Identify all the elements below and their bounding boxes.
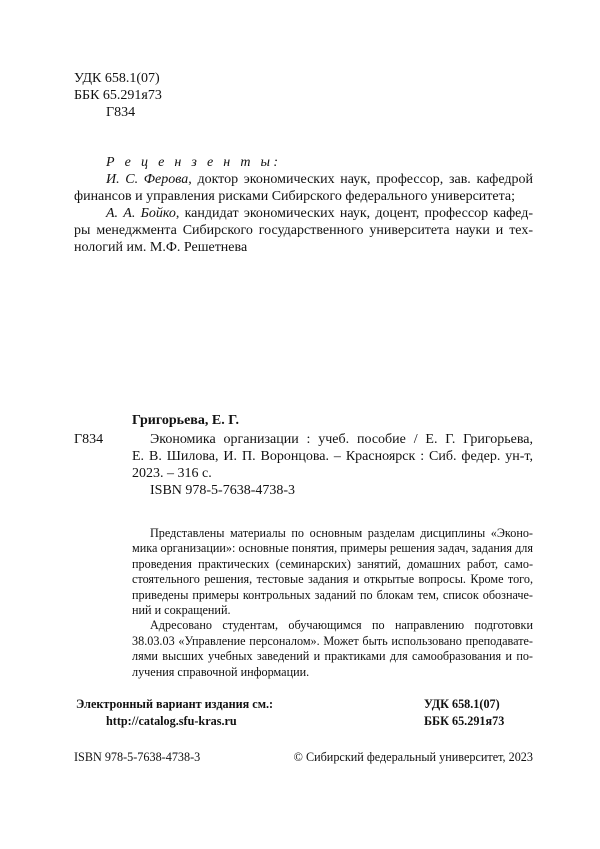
catalog-description bbox=[132, 431, 533, 499]
annotation-p1-line: мика организации»: основные понятия, примеры решения задач, задания для bbox=[132, 541, 533, 556]
annotation-p1-line: ний и сокращений. bbox=[132, 603, 231, 618]
catalog-line-3: 2023. – 316 с. bbox=[132, 466, 212, 481]
catalog-author-heading: Григорьева, Е. Г. bbox=[132, 413, 240, 428]
bbk-code: ББК 65.291я73 bbox=[74, 88, 162, 103]
annotation-p2-line: Адресовано студентам, обучающимся по направлению подготовки bbox=[150, 618, 533, 633]
copyright-notice: © Сибирский федеральный университет, 2023 bbox=[293, 750, 533, 764]
footer-bbk-code: ББК 65.291я73 bbox=[424, 714, 505, 728]
udk-code: УДК 658.1(07) bbox=[74, 71, 160, 86]
footer-udk-code: УДК 658.1(07) bbox=[424, 697, 500, 711]
reviewer-1-line-1 bbox=[74, 171, 533, 188]
reviewer-2-name: А. А. Бойко bbox=[106, 206, 176, 221]
annotation-p1-line: стоятельного решения, тестовые задания и открытые вопросы. Кроме того, bbox=[132, 572, 533, 587]
reviewer-2-line-3: нологий им. М.Ф. Решетнева bbox=[74, 240, 248, 255]
catalog-isbn: ISBN 978-5-7638-4738-3 bbox=[150, 483, 296, 498]
annotation-paragraph-2 bbox=[132, 618, 533, 680]
catalog-line-2: Е. В. Шилова, И. П. Воронцова. – Красноярск : Сиб. федер. ун-т, bbox=[132, 449, 533, 464]
reviewer-1-line-2: финансов и управления рисками Сибирского федерального университета; bbox=[74, 189, 516, 204]
reviewer-1 bbox=[74, 171, 533, 205]
reviewers-heading: Р е ц е н з е н т ы: bbox=[106, 155, 282, 170]
author-mark: Г834 bbox=[106, 105, 136, 120]
annotation-paragraph-1 bbox=[132, 526, 533, 618]
catalog-author-mark: Г834 bbox=[74, 432, 104, 447]
footer-isbn: ISBN 978-5-7638-4738-3 bbox=[74, 750, 201, 764]
annotation-p1-line: Представлены материалы по основным разделам дисциплины «Эконо- bbox=[150, 526, 533, 540]
reviewer-2-title: , кандидат экономических наук, доцент, профессор кафед- bbox=[175, 206, 533, 221]
annotation-p2-line: 38.03.03 «Управление персоналом». Может быть использовано преподавате- bbox=[132, 633, 533, 648]
reviewer-1-name: И. С. Ферова bbox=[106, 172, 189, 187]
annotation bbox=[132, 526, 533, 680]
reviewer-2-line-2: ры менеджмента Сибирского государственного университета науки и тех- bbox=[74, 223, 533, 238]
catalog-line-1: Экономика организации : учеб. пособие / Е. Г. Григорьева, bbox=[150, 432, 533, 447]
reviewer-2 bbox=[74, 205, 533, 256]
reviewer-1-title: , доктор экономических наук, профессор, зав. кафедрой bbox=[188, 172, 534, 187]
annotation-p2-line: лями высших учебных заведений и практиками для самообразования и по- bbox=[132, 649, 533, 664]
annotation-p1-line: приведены примеры контрольных заданий по блокам тем, список обозначе- bbox=[132, 587, 533, 602]
electronic-version-label: Электронный вариант издания см.: bbox=[76, 697, 274, 711]
annotation-p2-line: лучения справочной информации. bbox=[132, 664, 310, 679]
reviewer-2-line-1 bbox=[74, 205, 533, 222]
electronic-version-url[interactable]: http://catalog.sfu-kras.ru bbox=[106, 714, 237, 728]
annotation-p1-line: проведения практических (семинарских) занятий, домашних работ, само- bbox=[132, 556, 533, 571]
